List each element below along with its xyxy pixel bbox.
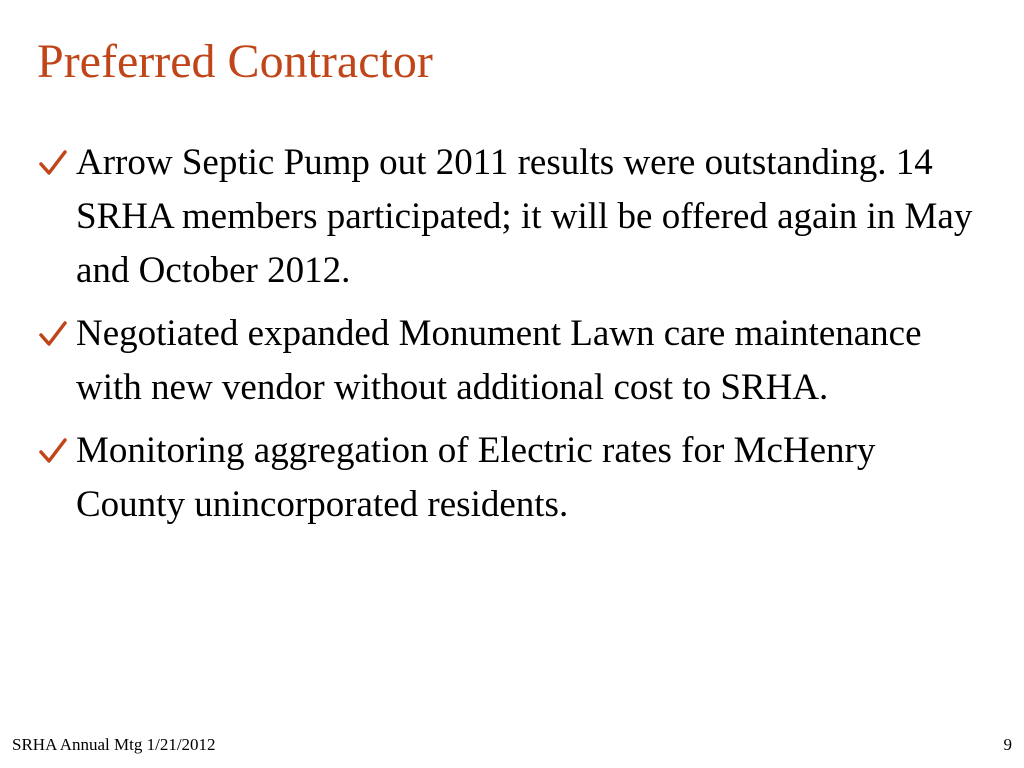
bullet-text: Arrow Septic Pump out 2011 results were outstanding. 14 SRHA members participated; it will be offered again in May and October 2012.: [76, 142, 973, 291]
checkmark-icon: [38, 437, 74, 465]
bullet-item: [38, 307, 990, 415]
bullet-item: [38, 136, 990, 298]
slide-title: Preferred Contractor: [37, 35, 433, 88]
bullet-item: [38, 424, 990, 532]
slide-number: 9: [1003, 735, 1012, 754]
checkmark-icon: [38, 149, 74, 177]
bullet-list: [38, 136, 990, 532]
checkmark-icon: [38, 320, 74, 348]
bullet-text: Monitoring aggregation of Electric rates for McHenry County unincorporated residents.: [76, 430, 876, 525]
bullet-text: Negotiated expanded Monument Lawn care maintenance with new vendor without additional cost to SRHA.: [76, 313, 922, 408]
slide-footer: SRHA Annual Mtg 1/21/2012: [12, 735, 216, 754]
